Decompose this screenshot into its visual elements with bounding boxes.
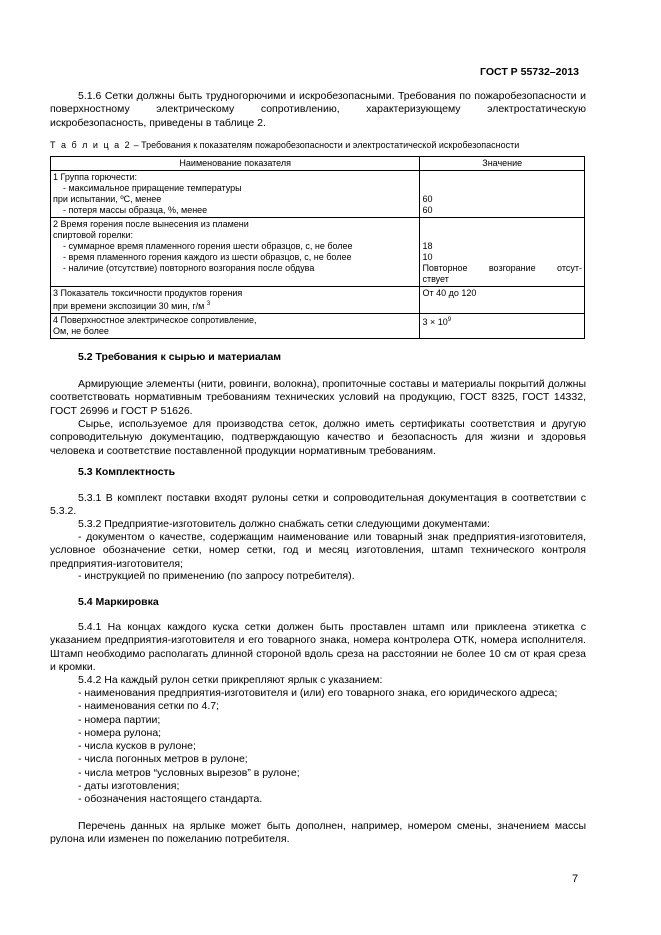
section-5-4-paragraph-1: 5.4.1 На концах каждого куска сетки должен быть проставлен штамп или приклеена этикетка с указанием предприятия-изготовителя и его товарного знака, номера контролера ОТК, номера исполнителя. Штамп необходимо располагать длинной стороной вдоль среза на расстоянии не более 10 см от края среза и кромки. [50,621,586,673]
list-item: - числа метров “условных вырезов” в рулоне; [78,766,300,779]
requirements-table [50,156,585,339]
section-5-2-paragraph-2: Сырье, используемое для производства сеток, должно иметь сертификаты соответствия и другую сопроводительную документацию, подтверждающую качество и безопасность для жизни и здоровья человека и соответствие поставленной продукции нормативным требованиям. [50,418,586,457]
column-header-name: Наименование показателя [51,157,420,171]
row1-line2: - максимальное приращение температуры [63,183,242,193]
list-item: - наименования сетки по 4.7; [78,700,220,713]
table-cell-name [51,314,420,339]
section-5-2-paragraph-1: Армирующие элементы (нити, ровинги, волокна), пропиточные составы и материалы покрытий должны соответствовать нормативным требованиям технических условий на продукцию, ГОСТ 8325, ГОСТ 14332, ГОСТ 26996 и ГОСТ Р 51626. [50,378,586,417]
row4-line2: Ом, не более [53,326,109,336]
row4-value1-text: 3 × 10 [422,317,448,327]
table-caption-text: – Требования к показателям пожаробезопасности и электростатической искробезопасности [131,140,520,150]
section-5-3-paragraph-2: 5.3.2 Предприятие-изготовитель должно снабжать сетки следующими документами: [78,518,490,530]
list-item: - номера партии; [78,713,161,726]
row2-value1: 18 [422,241,433,251]
row2-line4: - время пламенного горения каждого из шести образцов, с, не более [63,252,352,262]
row4-value1 [422,315,582,328]
list-item: - числа кусков в рулоне; [78,740,196,753]
table-row [51,171,585,218]
table-row [51,218,585,287]
column-header-value: Значение [420,157,585,171]
table-cell-value [420,287,585,314]
paragraph-5-1-6: 5.1.6 Сетки должны быть трудногорючими и искробезопасными. Требования по пожаробезопасности и поверхностному электрическому сопротивлению, характеризующему электростатическую искробезопасность, приведены в таблице 2. [50,90,586,129]
table-row [51,287,585,314]
list-item: - обозначения настоящего стандарта. [78,793,263,806]
section-5-4-paragraph-2: 5.4.2 На каждый рулон сетки прикрепляют ярлык с указанием: [78,674,383,686]
table-header-row [51,157,585,171]
row3-line1: 3 Показатель токсичности продуктов горения [53,288,243,298]
row2-value3-word2: возгорание [488,263,536,273]
row3-line2-sup: 3 [206,301,211,307]
row1-value1: 60 [422,194,433,204]
table-cell-name [51,287,420,314]
row1-line1: 1 Группа горючести: [53,172,138,182]
document-id: ГОСТ Р 55732–2013 [480,66,579,78]
list-item: - номера рулона; [78,726,162,739]
row2-value3-word1: Повторное [422,263,468,273]
table-cell-value [420,218,585,287]
page-number: 7 [572,873,579,885]
row4-value1-sup: 9 [447,317,452,323]
row2-value3-word3: отсут- [557,263,582,273]
table-cell-value [420,171,585,218]
row3-line2-text: при времени экспозиции 30 мин, г/м [53,301,205,311]
table-caption [50,140,519,150]
row3-value1: От 40 до 120 [422,288,477,298]
row4-line1: 4 Поверхностное электрическое сопротивление, [53,315,257,325]
row3-line2 [53,299,417,312]
row2-line2: спиртовой горелки: [53,230,133,240]
table-caption-prefix: Т а б л и ц а 2 [50,140,132,150]
section-5-3-paragraph-1: 5.3.1 В комплект поставки входят рулоны сетки и сопроводительная документация в соответствии с 5.3.2. [50,492,586,518]
section-5-3-paragraph-3: - документом о качестве, содержащим наименование или товарный знак предприятия-изготовителя, условное обозначение сетки, номер сетки, год и месяц изготовления, штамп технического контроля предприятия-изготовителя; [50,531,586,570]
list-item: - числа погонных метров в рулоне; [78,753,248,766]
table-row [51,314,585,339]
row2-line1: 2 Время горения после вынесения из пламени [53,219,249,229]
table-cell-name [51,171,420,218]
row1-line4: - потеря массы образца, %, менее [63,205,208,215]
section-5-3-paragraph-4: - инструкцией по применению (по запросу потребителя). [78,570,355,582]
label-items-list [50,687,586,807]
section-5-3-title: 5.3 Комплектность [78,466,176,478]
row1-line3: при испытании, ºС, менее [53,194,162,204]
section-5-2-title: 5.2 Требования к сырью и материалам [78,351,282,363]
row2-value3-line1 [422,263,582,274]
list-item: - наименования предприятия-изготовителя и (или) его товарного знака, его юридического адреса; [78,687,558,699]
list-item: - даты изготовления; [78,780,180,793]
section-5-4-paragraph-3: Перечень данных на ярлыке может быть дополнен, например, номером смены, значением массы рулона или изменен по пожеланию потребителя. [50,820,586,846]
row2-value2: 10 [422,252,433,262]
table-cell-name [51,218,420,287]
row1-value2: 60 [422,205,433,215]
row2-line3: - суммарное время пламенного горения шести образцов, с, не более [63,241,353,251]
section-5-4-title: 5.4 Маркировка [78,596,159,608]
table-cell-value [420,314,585,339]
row2-line5: - наличие (отсутствие) повторного возгорания после обдува [63,263,315,273]
row2-value3-line2: ствует [422,274,449,284]
